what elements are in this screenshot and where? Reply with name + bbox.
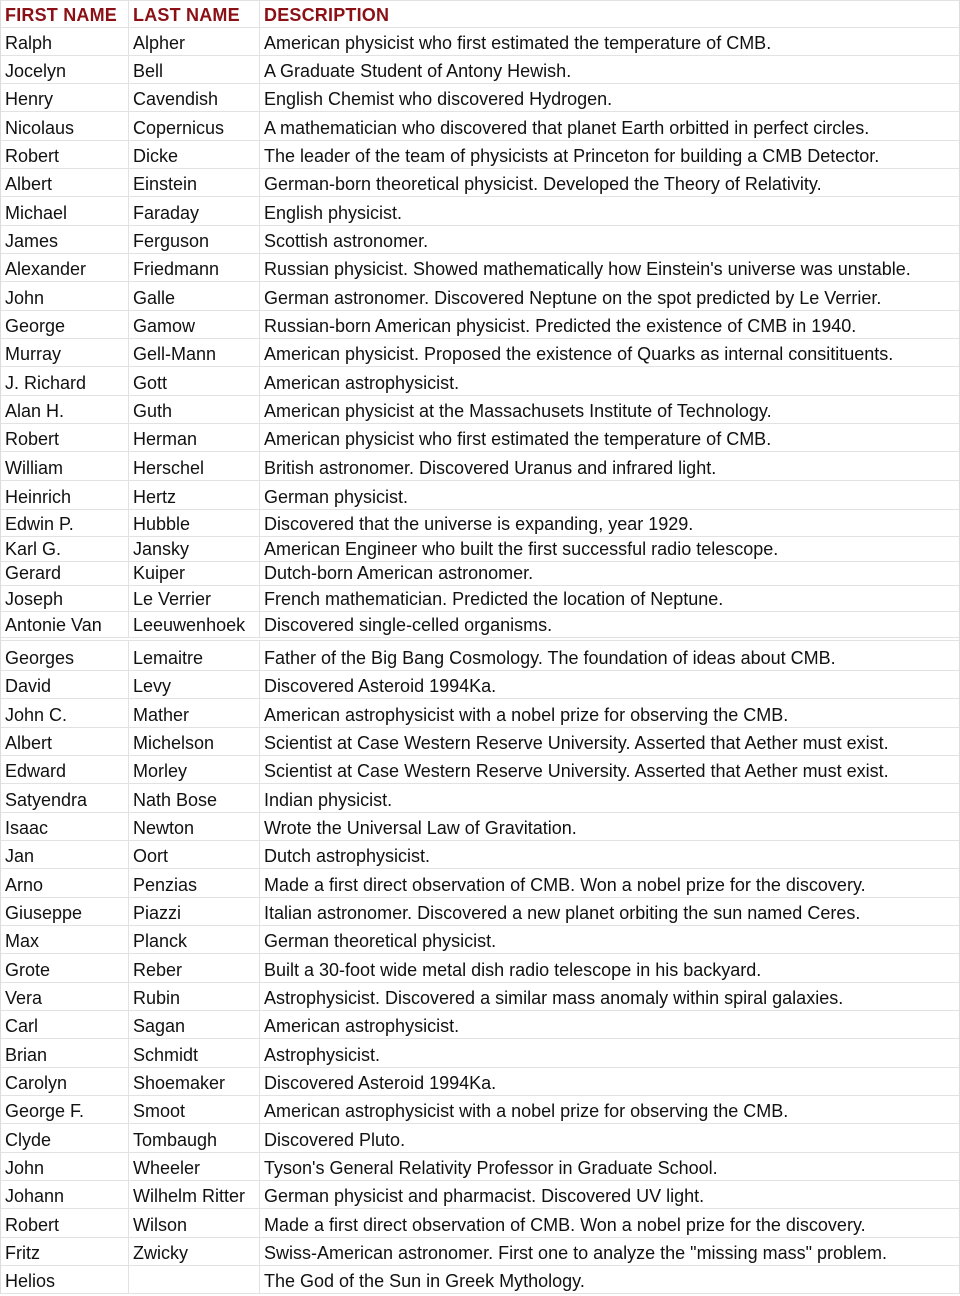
description-cell[interactable]: American astrophysicist with a nobel prize for observing the CMB. xyxy=(264,1101,789,1121)
last-name-cell[interactable]: Nath Bose xyxy=(129,784,260,812)
description-cell[interactable]: Discovered Pluto. xyxy=(264,1130,406,1150)
description-cell[interactable]: German physicist and pharmacist. Discovered UV light. xyxy=(264,1186,705,1206)
description-cell[interactable]: American astrophysicist with a nobel prize for observing the CMB. xyxy=(264,705,789,725)
first-name-cell[interactable]: Alan H. xyxy=(1,396,129,423)
table-row xyxy=(1,311,959,339)
description-cell[interactable]: Made a first direct observation of CMB. Won a nobel prize for the discovery. xyxy=(264,1215,866,1235)
first-name-cell[interactable]: John xyxy=(1,282,129,310)
first-name-cell[interactable]: Fritz xyxy=(1,1238,129,1265)
last-name-cell[interactable]: Cavendish xyxy=(129,84,260,111)
last-name-cell[interactable] xyxy=(129,1266,260,1293)
last-name-cell[interactable]: Herschel xyxy=(129,452,260,480)
table-row xyxy=(1,841,959,869)
description-cell[interactable]: Astrophysicist. Discovered a similar mass anomaly within spiral galaxies. xyxy=(264,988,844,1008)
first-name-cell[interactable]: James xyxy=(1,226,129,253)
first-name-cell[interactable]: Jocelyn xyxy=(1,56,129,83)
first-name-cell[interactable]: Nicolaus xyxy=(1,112,129,140)
description-cell[interactable]: Scientist at Case Western Reserve University. Asserted that Aether must exist. xyxy=(264,733,889,753)
first-name-cell[interactable]: Max xyxy=(1,926,129,953)
first-name-cell[interactable]: John xyxy=(1,1153,129,1180)
last-name-cell[interactable]: Reber xyxy=(129,954,260,982)
first-name-cell[interactable]: Johann xyxy=(1,1181,129,1208)
table-row xyxy=(1,1153,959,1181)
first-name-cell[interactable]: George xyxy=(1,311,129,338)
table-row xyxy=(1,926,959,954)
description-cell[interactable]: A mathematician who discovered that planet Earth orbitted in perfect circles. xyxy=(264,118,870,138)
table-row xyxy=(1,452,959,481)
first-name-cell[interactable]: Alexander xyxy=(1,254,129,281)
description-cell[interactable]: American astrophysicist. xyxy=(264,373,460,393)
description-cell[interactable]: British astronomer. Discovered Uranus and infrared light. xyxy=(264,458,717,478)
last-name-cell[interactable]: Faraday xyxy=(129,197,260,225)
description-cell[interactable]: Scottish astronomer. xyxy=(264,231,429,251)
description-cell[interactable]: Built a 30-foot wide metal dish radio telescope in his backyard. xyxy=(264,960,762,980)
table-header-row xyxy=(1,0,959,28)
table-row xyxy=(1,424,959,452)
table-row xyxy=(1,481,959,510)
first-name-cell[interactable]: Brian xyxy=(1,1039,129,1067)
description-cell[interactable]: Dutch-born American astronomer. xyxy=(264,563,534,583)
description-cell[interactable]: Father of the Big Bang Cosmology. The foundation of ideas about CMB. xyxy=(264,648,836,668)
first-name-cell[interactable]: Robert xyxy=(1,141,129,168)
last-name-cell[interactable]: Sagan xyxy=(129,1011,260,1038)
table-row xyxy=(1,954,959,983)
first-name-cell[interactable]: Heinrich xyxy=(1,481,129,509)
table-row xyxy=(1,396,959,424)
table-row xyxy=(1,1096,959,1124)
last-name-cell[interactable]: Wilson xyxy=(129,1209,260,1237)
last-name-cell[interactable]: Herman xyxy=(129,424,260,451)
description-cell[interactable]: German astronomer. Discovered Neptune on the spot predicted by Le Verrier. xyxy=(264,288,882,308)
description-cell[interactable]: Wrote the Universal Law of Gravitation. xyxy=(264,818,577,838)
description-cell[interactable]: Discovered Asteroid 1994Ka. xyxy=(264,1073,497,1093)
description-cell[interactable]: Tyson's General Relativity Professor in Graduate School. xyxy=(264,1158,718,1178)
description-cell[interactable]: The leader of the team of physicists at Princeton for building a CMB Detector. xyxy=(264,146,880,166)
description-cell[interactable]: English Chemist who discovered Hydrogen. xyxy=(264,89,613,109)
first-name-cell[interactable]: Antonie Van xyxy=(1,612,129,637)
description-cell[interactable]: Dutch astrophysicist. xyxy=(264,846,431,866)
table-row xyxy=(1,1068,959,1096)
last-name-cell[interactable]: Alpher xyxy=(129,28,260,55)
first-name-cell[interactable]: Edward xyxy=(1,756,129,783)
table-row xyxy=(1,869,959,898)
description-cell[interactable]: Russian-born American physicist. Predicted the existence of CMB in 1940. xyxy=(264,316,857,336)
last-name-cell[interactable]: Jansky xyxy=(129,537,260,561)
first-name-cell[interactable]: Clyde xyxy=(1,1124,129,1152)
table-row xyxy=(1,1124,959,1153)
description-cell[interactable]: German-born theoretical physicist. Developed the Theory of Relativity. xyxy=(264,174,822,194)
table-row xyxy=(1,1011,959,1039)
first-name-cell[interactable]: J. Richard xyxy=(1,367,129,395)
description-cell[interactable]: American physicist at the Massachusets Institute of Technology. xyxy=(264,401,772,421)
first-name-cell[interactable]: Henry xyxy=(1,84,129,111)
first-name-cell[interactable]: Satyendra xyxy=(1,784,129,812)
first-name-cell[interactable]: George F. xyxy=(1,1096,129,1123)
last-name-cell[interactable]: Leeuwenhoek xyxy=(129,612,260,637)
first-name-cell[interactable]: Gerard xyxy=(1,562,129,585)
table-row xyxy=(1,339,959,367)
description-cell[interactable]: The God of the Sun in Greek Mythology. xyxy=(264,1271,585,1291)
description-cell[interactable]: Astrophysicist. xyxy=(264,1045,381,1065)
first-name-cell[interactable]: Giuseppe xyxy=(1,898,129,925)
first-name-cell[interactable]: Michael xyxy=(1,197,129,225)
table-row xyxy=(1,983,959,1011)
first-name-cell[interactable]: Vera xyxy=(1,983,129,1010)
last-name-cell[interactable]: Dicke xyxy=(129,141,260,168)
last-name-cell[interactable]: Friedmann xyxy=(129,254,260,281)
table-row xyxy=(1,282,959,311)
last-name-cell[interactable]: Penzias xyxy=(129,869,260,897)
first-name-cell[interactable]: Ralph xyxy=(1,28,129,55)
first-name-cell[interactable]: Edwin P. xyxy=(1,510,129,536)
table-row xyxy=(1,112,959,141)
last-name-cell[interactable]: Michelson xyxy=(129,728,260,755)
first-name-cell[interactable]: Karl G. xyxy=(1,537,129,561)
table-row xyxy=(1,537,959,562)
description-cell[interactable]: Discovered Asteroid 1994Ka. xyxy=(264,676,497,696)
description-cell[interactable]: American physicist. Proposed the existence of Quarks as internal consitituents. xyxy=(264,344,894,364)
description-cell[interactable]: Discovered that the universe is expanding, year 1929. xyxy=(264,514,694,534)
last-name-cell[interactable]: Bell xyxy=(129,56,260,83)
table-row xyxy=(1,1266,959,1294)
last-name-cell[interactable]: Gamow xyxy=(129,311,260,338)
last-name-cell[interactable]: Tombaugh xyxy=(129,1124,260,1152)
table-row xyxy=(1,141,959,169)
first-name-cell[interactable]: Helios xyxy=(1,1266,129,1293)
first-name-cell[interactable]: David xyxy=(1,671,129,698)
last-name-cell[interactable]: Gott xyxy=(129,367,260,395)
last-name-cell[interactable]: Levy xyxy=(129,671,260,698)
table-row xyxy=(1,28,959,56)
description-cell[interactable]: American physicist who first estimated the temperature of CMB. xyxy=(264,33,772,53)
last-name-cell[interactable]: Le Verrier xyxy=(129,586,260,611)
first-name-cell[interactable]: Albert xyxy=(1,728,129,755)
table-row xyxy=(1,197,959,226)
description-cell[interactable]: Indian physicist. xyxy=(264,790,393,810)
table-row xyxy=(1,813,959,841)
last-name-cell[interactable]: Planck xyxy=(129,926,260,953)
last-name-cell[interactable]: Piazzi xyxy=(129,898,260,925)
last-name-cell[interactable]: Ferguson xyxy=(129,226,260,253)
last-name-cell[interactable]: Hubble xyxy=(129,510,260,536)
last-name-cell[interactable]: Copernicus xyxy=(129,112,260,140)
first-name-cell[interactable]: Joseph xyxy=(1,586,129,611)
table-row xyxy=(1,56,959,84)
last-name-cell[interactable]: Lemaitre xyxy=(129,641,260,670)
last-name-cell[interactable]: Hertz xyxy=(129,481,260,509)
last-name-cell[interactable]: Wilhelm Ritter xyxy=(129,1181,260,1208)
last-name-cell[interactable]: Rubin xyxy=(129,983,260,1010)
table-row xyxy=(1,84,959,112)
last-name-cell[interactable]: Wheeler xyxy=(129,1153,260,1180)
table-row xyxy=(1,562,959,586)
first-name-cell[interactable]: Albert xyxy=(1,169,129,196)
table-row xyxy=(1,510,959,537)
description-cell[interactable]: Discovered single-celled organisms. xyxy=(264,615,553,635)
description-cell[interactable]: Scientist at Case Western Reserve University. Asserted that Aether must exist. xyxy=(264,761,889,781)
table-row xyxy=(1,254,959,282)
last-name-cell[interactable]: Gell-Mann xyxy=(129,339,260,366)
last-name-cell[interactable]: Galle xyxy=(129,282,260,310)
description-cell[interactable]: American physicist who first estimated the temperature of CMB. xyxy=(264,429,772,449)
table-row xyxy=(1,898,959,926)
last-name-cell[interactable]: Mather xyxy=(129,699,260,727)
header-last-name[interactable]: LAST NAME xyxy=(129,1,260,27)
table-body xyxy=(1,28,959,1294)
first-name-cell[interactable]: Georges xyxy=(1,641,129,670)
first-name-cell[interactable]: Carl xyxy=(1,1011,129,1038)
first-name-cell[interactable]: Carolyn xyxy=(1,1068,129,1095)
table-row xyxy=(1,671,959,699)
description-cell[interactable]: American Engineer who built the first successful radio telescope. xyxy=(264,539,779,559)
first-name-cell[interactable]: Jan xyxy=(1,841,129,868)
table-row xyxy=(1,1039,959,1068)
description-cell[interactable]: English physicist. xyxy=(264,203,403,223)
description-cell[interactable]: American astrophysicist. xyxy=(264,1016,460,1036)
table-row xyxy=(1,699,959,728)
last-name-cell[interactable]: Shoemaker xyxy=(129,1068,260,1095)
last-name-cell[interactable]: Oort xyxy=(129,841,260,868)
last-name-cell[interactable]: Zwicky xyxy=(129,1238,260,1265)
description-cell[interactable]: German physicist. xyxy=(264,487,409,507)
first-name-cell[interactable]: Grote xyxy=(1,954,129,982)
table-row xyxy=(1,367,959,396)
last-name-cell[interactable]: Kuiper xyxy=(129,562,260,585)
table-row xyxy=(1,169,959,197)
table-row xyxy=(1,756,959,784)
table-row xyxy=(1,1238,959,1266)
last-name-cell[interactable]: Newton xyxy=(129,813,260,840)
header-description[interactable]: DESCRIPTION xyxy=(264,5,390,25)
table-row xyxy=(1,1209,959,1238)
first-name-cell[interactable]: Murray xyxy=(1,339,129,366)
first-name-cell[interactable]: Arno xyxy=(1,869,129,897)
description-cell[interactable]: German theoretical physicist. xyxy=(264,931,497,951)
description-cell[interactable]: Swiss-American astronomer. First one to analyze the "missing mass" problem. xyxy=(264,1243,888,1263)
table-row xyxy=(1,784,959,813)
first-name-cell[interactable]: Isaac xyxy=(1,813,129,840)
first-name-cell[interactable]: Robert xyxy=(1,424,129,451)
table-row xyxy=(1,641,959,671)
description-cell[interactable]: Russian physicist. Showed mathematically how Einstein's universe was unstable. xyxy=(264,259,911,279)
table-row xyxy=(1,1181,959,1209)
last-name-cell[interactable]: Morley xyxy=(129,756,260,783)
last-name-cell[interactable]: Smoot xyxy=(129,1096,260,1123)
table-row xyxy=(1,612,959,638)
description-cell[interactable]: Italian astronomer. Discovered a new planet orbiting the sun named Ceres. xyxy=(264,903,861,923)
table-row xyxy=(1,226,959,254)
description-cell[interactable]: Made a first direct observation of CMB. Won a nobel prize for the discovery. xyxy=(264,875,866,895)
first-name-cell[interactable]: Robert xyxy=(1,1209,129,1237)
table-row xyxy=(1,728,959,756)
first-name-cell[interactable]: John C. xyxy=(1,699,129,727)
description-cell[interactable]: A Graduate Student of Antony Hewish. xyxy=(264,61,572,81)
first-name-cell[interactable]: William xyxy=(1,452,129,480)
last-name-cell[interactable]: Schmidt xyxy=(129,1039,260,1067)
last-name-cell[interactable]: Einstein xyxy=(129,169,260,196)
last-name-cell[interactable]: Guth xyxy=(129,396,260,423)
description-cell[interactable]: French mathematician. Predicted the location of Neptune. xyxy=(264,589,724,609)
header-first-name[interactable]: FIRST NAME xyxy=(1,1,129,27)
table-row xyxy=(1,586,959,612)
